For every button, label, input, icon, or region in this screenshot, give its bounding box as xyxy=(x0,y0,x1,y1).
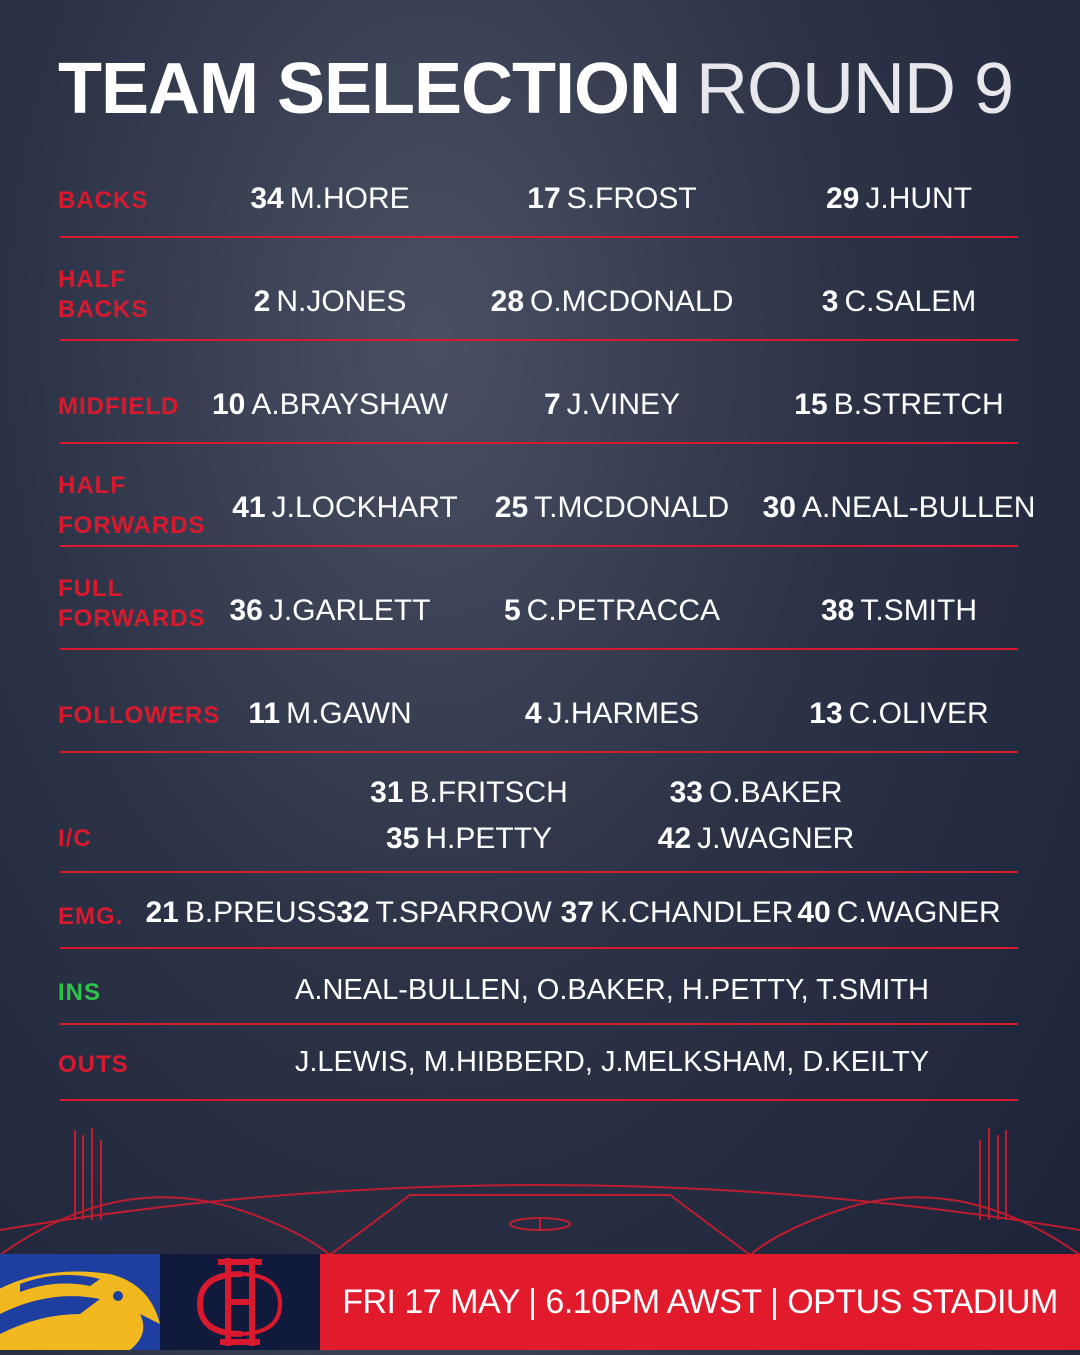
row-divider xyxy=(60,339,1018,341)
position-label-line: FULL xyxy=(58,575,124,602)
eagle-head-icon xyxy=(0,1254,160,1350)
player-entry xyxy=(809,697,988,731)
player-number: 33 xyxy=(669,776,703,809)
player-name: J.VINEY xyxy=(566,388,681,421)
player-entry xyxy=(561,896,794,930)
match-info: FRI 17 MAY | 6.10PM AWST | OPTUS STADIUM xyxy=(320,1254,1080,1350)
player-entry xyxy=(544,388,680,422)
position-row xyxy=(0,685,1080,751)
position-label xyxy=(58,701,220,731)
player-number: 5 xyxy=(503,594,521,627)
position-label xyxy=(58,186,148,216)
player-entry xyxy=(794,388,1003,422)
player-number: 32 xyxy=(336,896,370,929)
player-name: A.NEAL-BULLEN xyxy=(801,491,1036,524)
player-number: 15 xyxy=(794,388,828,421)
title-bold: TEAM SELECTION xyxy=(58,49,681,129)
player-number: 2 xyxy=(253,285,271,318)
position-label-line: HALF xyxy=(58,266,126,293)
player-number: 40 xyxy=(797,896,831,929)
ins-row xyxy=(0,952,1080,1026)
player-entry xyxy=(525,697,699,731)
player-name: J.LOCKHART xyxy=(271,491,458,524)
position-label xyxy=(58,471,206,541)
player-name: M.HORE xyxy=(289,182,410,215)
player-number: 31 xyxy=(370,776,404,809)
player-number: 28 xyxy=(490,285,525,318)
player-name: T.MCDONALD xyxy=(534,491,730,524)
match-footer xyxy=(0,1254,1080,1350)
ground-outline-graphic xyxy=(0,1120,1080,1260)
position-row xyxy=(0,575,1080,648)
player-number: 25 xyxy=(494,491,529,524)
position-label-line: FOLLOWERS xyxy=(58,702,221,729)
player-entry xyxy=(763,491,1036,525)
player-name: J.HARMES xyxy=(547,697,700,730)
emergencies-row xyxy=(0,876,1080,950)
player-name: J.HUNT xyxy=(865,182,973,215)
player-entry xyxy=(336,896,552,930)
player-entry xyxy=(145,896,336,930)
interchange-label: I/C xyxy=(58,825,92,852)
position-label-line: FORWARDS xyxy=(58,605,206,632)
player-entry xyxy=(504,594,720,628)
player-entry xyxy=(491,285,734,319)
mfc-monogram-icon xyxy=(160,1254,320,1350)
player-number: 11 xyxy=(248,697,281,730)
position-row xyxy=(0,170,1080,236)
player-name: C.WAGNER xyxy=(836,896,1001,929)
player-entry xyxy=(821,594,977,628)
player-number: 37 xyxy=(560,896,594,929)
title-round: ROUND 9 xyxy=(696,49,1014,129)
ins-label: INS xyxy=(58,979,102,1006)
player-number: 3 xyxy=(821,285,839,318)
player-name: C.OLIVER xyxy=(848,697,989,730)
row-divider xyxy=(60,545,1018,547)
outs-list: J.LEWIS, M.HIBBERD, J.MELKSHAM, D.KEILTY xyxy=(294,1046,930,1078)
player-number: 10 xyxy=(211,388,246,421)
row-divider xyxy=(60,871,1018,873)
player-name: B.PREUSS xyxy=(184,896,337,929)
position-label xyxy=(58,265,148,325)
position-label-line: MIDFIELD xyxy=(58,393,180,420)
position-label-line: HALF xyxy=(58,472,126,499)
ins-list: A.NEAL-BULLEN, O.BAKER, H.PETTY, T.SMITH xyxy=(295,974,929,1006)
interchange-row xyxy=(0,770,1080,874)
player-number: 35 xyxy=(385,822,420,855)
player-name: H.PETTY xyxy=(425,822,553,855)
player-name: T.SMITH xyxy=(860,594,978,627)
player-name: T.SPARROW xyxy=(375,896,552,929)
outs-label: OUTS xyxy=(58,1051,129,1078)
player-entry xyxy=(826,182,972,216)
player-name: S.FROST xyxy=(566,182,697,215)
position-label xyxy=(58,392,179,422)
player-number: 42 xyxy=(657,822,692,855)
player-entry xyxy=(232,491,458,525)
player-name: A.BRAYSHAW xyxy=(251,388,449,421)
player-number: 21 xyxy=(145,896,179,929)
player-number: 34 xyxy=(250,182,284,215)
player-number: 29 xyxy=(825,182,860,215)
player-name: O.MCDONALD xyxy=(530,285,734,318)
outs-row xyxy=(0,1028,1080,1102)
player-name: N.JONES xyxy=(276,285,407,318)
player-name: O.BAKER xyxy=(709,776,843,809)
position-label-line: BACKS xyxy=(58,187,149,214)
row-divider xyxy=(60,751,1018,753)
player-entry xyxy=(670,776,843,810)
player-entry xyxy=(386,822,552,856)
row-divider xyxy=(60,236,1018,238)
player-name: J.WAGNER xyxy=(697,822,855,855)
player-name: B.FRITSCH xyxy=(409,776,568,809)
emergencies-label: EMG. xyxy=(58,903,124,930)
player-number: 38 xyxy=(820,594,855,627)
player-number: 30 xyxy=(762,491,796,524)
position-row xyxy=(0,376,1080,442)
position-row xyxy=(0,472,1080,545)
player-name: M.GAWN xyxy=(286,697,412,730)
row-divider xyxy=(60,1023,1018,1025)
player-entry xyxy=(797,896,1000,930)
player-number: 17 xyxy=(527,182,561,215)
player-entry xyxy=(250,182,409,216)
row-divider xyxy=(60,947,1018,949)
page-title xyxy=(58,48,1013,128)
player-entry xyxy=(495,491,729,525)
player-entry xyxy=(248,697,411,731)
player-entry xyxy=(229,594,430,628)
position-label-line: FORWARDS xyxy=(58,512,206,539)
player-entry xyxy=(212,388,448,422)
player-name: B.STRETCH xyxy=(833,388,1004,421)
player-number: 13 xyxy=(809,697,843,730)
player-entry xyxy=(822,285,976,319)
row-divider xyxy=(60,1099,1018,1101)
player-name: K.CHANDLER xyxy=(600,896,794,929)
player-entry xyxy=(527,182,696,216)
player-name: C.PETRACCA xyxy=(526,594,721,627)
player-name: J.GARLETT xyxy=(268,594,431,627)
player-number: 41 xyxy=(232,491,266,524)
player-entry xyxy=(370,776,568,810)
player-number: 7 xyxy=(543,388,561,421)
player-name: C.SALEM xyxy=(844,285,977,318)
player-entry xyxy=(658,822,855,856)
player-number: 36 xyxy=(229,594,263,627)
position-label-line: BACKS xyxy=(58,296,149,323)
player-entry xyxy=(254,285,407,319)
player-number: 4 xyxy=(524,697,542,730)
row-divider xyxy=(60,648,1018,650)
row-divider xyxy=(60,442,1018,444)
position-row xyxy=(0,266,1080,339)
position-label xyxy=(58,574,206,634)
